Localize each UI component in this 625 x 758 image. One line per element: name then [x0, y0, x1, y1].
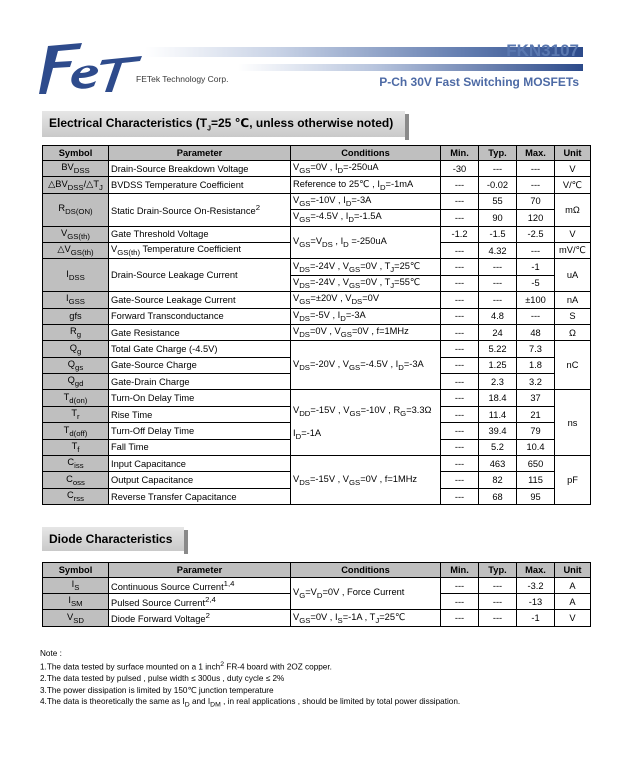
electrical-characteristics-table: [42, 145, 591, 505]
parameter-cell: Turn-On Delay Time: [109, 390, 291, 406]
col-header-unit: Unit: [555, 146, 591, 161]
max-cell: 3.2: [517, 374, 555, 390]
typ-cell: 1.25: [479, 357, 517, 373]
condition-cell: $V_{GS}=0V$ , $I_S=-1A$ , $T_J=25℃$: [291, 610, 441, 626]
symbol-cell: $C_{oss}$: [43, 472, 109, 488]
max-cell: 37: [517, 390, 555, 406]
parameter-cell: Gate Resistance: [109, 324, 291, 340]
table-row: [43, 259, 591, 275]
col-header-max: Max.: [517, 146, 555, 161]
table-row: [43, 610, 591, 626]
table-row: [43, 341, 591, 357]
parameter-cell: Turn-Off Delay Time: [109, 423, 291, 439]
min-cell: ---: [441, 406, 479, 422]
condition-cell: $V_{GS}=-4.5V$ , $I_D=-1.5A$: [291, 210, 441, 226]
min-cell: ---: [441, 594, 479, 610]
electrical-section-title: Electrical Characteristics ($T_J=25$ ℃, unless otherwise noted): [42, 111, 405, 137]
typ-cell: 90: [479, 210, 517, 226]
min-cell: ---: [441, 578, 479, 594]
typ-cell: ---: [479, 578, 517, 594]
min-cell: ---: [441, 390, 479, 406]
symbol-cell: $T_{d(on)}$: [43, 390, 109, 406]
symbol-cell: $\triangle V_{GS(th)}$: [43, 242, 109, 258]
condition-cell: $V_{DS}=-15V$ , $V_{GS}=0V$ , f=1MHz: [291, 456, 441, 505]
col-header-parameter: Parameter: [109, 146, 291, 161]
max-cell: -3.2: [517, 578, 555, 594]
typ-cell: 39.4: [479, 423, 517, 439]
condition-cell: $V_{DS}=0V$ , $V_{GS}=0V$ , f=1MHz: [291, 324, 441, 340]
fetek-logo: [36, 40, 146, 96]
min-cell: ---: [441, 610, 479, 626]
product-subtitle: P-Ch 30V Fast Switching MOSFETs: [379, 75, 579, 89]
parameter-cell: Rise Time: [109, 406, 291, 422]
header-bar-bottom: [238, 64, 583, 71]
symbol-cell: $Q_g$: [43, 341, 109, 357]
parameter-cell: Gate-Source Charge: [109, 357, 291, 373]
parameter-cell: Diode Forward Voltage$^2$: [109, 610, 291, 626]
part-number: FKN3107: [506, 41, 579, 60]
typ-cell: 4.32: [479, 242, 517, 258]
min-cell: ---: [441, 324, 479, 340]
max-cell: 79: [517, 423, 555, 439]
symbol-cell: $I_S$: [43, 578, 109, 594]
typ-cell: 4.8: [479, 308, 517, 324]
symbol-cell: $BV_{DSS}$: [43, 161, 109, 177]
condition-cell: $V_{GS}=V_{DS}$ , $I_D =-250uA$: [291, 226, 441, 259]
symbol-cell: $Q_{gs}$: [43, 357, 109, 373]
unit-cell: pF: [555, 456, 591, 505]
unit-cell: S: [555, 308, 591, 324]
min-cell: ---: [441, 177, 479, 193]
unit-cell: V: [555, 226, 591, 242]
note-2: 2.The data tested by pulsed , pulse width ≤ 300us , duty cycle ≤ 2%: [40, 674, 285, 684]
unit-cell: V/℃: [555, 177, 591, 193]
parameter-cell: Gate-Drain Charge: [109, 374, 291, 390]
typ-cell: ---: [479, 259, 517, 275]
col-header-min: Min.: [441, 146, 479, 161]
typ-cell: ---: [479, 161, 517, 177]
col-header-symbol: Symbol: [43, 146, 109, 161]
parameter-cell: Output Capacitance: [109, 472, 291, 488]
max-cell: -1: [517, 610, 555, 626]
parameter-cell: Static Drain-Source On-Resistance$^2$: [109, 193, 291, 226]
col-header-min: Min.: [441, 563, 479, 578]
note-1: 1.The data tested by surface mounted on a 1 inch$^2$ FR-4 board with 2OZ copper.: [40, 661, 332, 673]
condition-cell: $V_{GS}=-10V$ , $I_D=-3A$: [291, 193, 441, 209]
table-row: [43, 578, 591, 594]
parameter-cell: Reverse Transfer Capacitance: [109, 488, 291, 504]
typ-cell: ---: [479, 275, 517, 291]
max-cell: -5: [517, 275, 555, 291]
typ-cell: 55: [479, 193, 517, 209]
typ-cell: ---: [479, 292, 517, 308]
unit-cell: mV/℃: [555, 242, 591, 258]
symbol-cell: $C_{iss}$: [43, 456, 109, 472]
max-cell: ---: [517, 161, 555, 177]
unit-cell: mΩ: [555, 193, 591, 226]
condition-cell: $V_{DS}=-24V$ , $V_{GS}=0V$ , $T_J=25℃$: [291, 259, 441, 275]
min-cell: ---: [441, 456, 479, 472]
col-header-conditions: Conditions: [291, 146, 441, 161]
max-cell: -13: [517, 594, 555, 610]
col-header-conditions: Conditions: [291, 563, 441, 578]
symbol-cell: $I_{SM}$: [43, 594, 109, 610]
parameter-cell: BVDSS Temperature Coefficient: [109, 177, 291, 193]
diode-section-title: Diode Characteristics: [42, 527, 184, 551]
symbol-cell: $R_{DS(ON)}$: [43, 193, 109, 226]
symbol-cell: $V_{SD}$: [43, 610, 109, 626]
col-header-typ: Typ.: [479, 563, 517, 578]
max-cell: ---: [517, 242, 555, 258]
min-cell: ---: [441, 210, 479, 226]
typ-cell: ---: [479, 610, 517, 626]
min-cell: ---: [441, 292, 479, 308]
max-cell: ---: [517, 308, 555, 324]
max-cell: ±100: [517, 292, 555, 308]
typ-cell: 82: [479, 472, 517, 488]
condition-cell: $V_{DD}=-15V$ , $V_{GS}=-10V$ , $R_G=3.3\Omega$ $I_D=-1A$: [291, 390, 441, 456]
unit-cell: A: [555, 594, 591, 610]
unit-cell: nC: [555, 341, 591, 390]
max-cell: 10.4: [517, 439, 555, 455]
min-cell: ---: [441, 242, 479, 258]
unit-cell: A: [555, 578, 591, 594]
min-cell: ---: [441, 374, 479, 390]
note-3: 3.The power dissipation is limited by 150℃ junction temperature: [40, 685, 274, 695]
unit-cell: ns: [555, 390, 591, 456]
table-row: [43, 308, 591, 324]
max-cell: 1.8: [517, 357, 555, 373]
table-header-row: [43, 146, 591, 161]
typ-cell: 24: [479, 324, 517, 340]
min-cell: -1.2: [441, 226, 479, 242]
max-cell: -2.5: [517, 226, 555, 242]
max-cell: 70: [517, 193, 555, 209]
table-row: [43, 193, 591, 209]
condition-cell: $V_{DS}=-24V$ , $V_{GS}=0V$ , $T_J=55℃$: [291, 275, 441, 291]
table-row: [43, 177, 591, 193]
min-cell: ---: [441, 259, 479, 275]
max-cell: -1: [517, 259, 555, 275]
table-header-row: [43, 563, 591, 578]
max-cell: 115: [517, 472, 555, 488]
min-cell: ---: [441, 193, 479, 209]
symbol-cell: $Q_{gd}$: [43, 374, 109, 390]
table-row: [43, 292, 591, 308]
parameter-cell: Gate Threshold Voltage: [109, 226, 291, 242]
min-cell: -30: [441, 161, 479, 177]
max-cell: 7.3: [517, 341, 555, 357]
col-header-parameter: Parameter: [109, 563, 291, 578]
parameter-cell: Forward Transconductance: [109, 308, 291, 324]
symbol-cell: gfs: [43, 308, 109, 324]
parameter-cell: Continuous Source Current$^{1,4}$: [109, 578, 291, 594]
typ-cell: -1.5: [479, 226, 517, 242]
table-row: [43, 161, 591, 177]
min-cell: ---: [441, 488, 479, 504]
typ-cell: 11.4: [479, 406, 517, 422]
parameter-cell: Fall Time: [109, 439, 291, 455]
symbol-cell: $T_r$: [43, 406, 109, 422]
min-cell: ---: [441, 357, 479, 373]
note-4: 4.The data is theoretically the same as $I_D$ and $I_{DM}$ , in real applications , should be limited by total power dissipation.: [40, 696, 461, 709]
min-cell: ---: [441, 439, 479, 455]
max-cell: 120: [517, 210, 555, 226]
condition-cell: $V_G=V_D=0V$ , Force Current: [291, 578, 441, 610]
max-cell: ---: [517, 177, 555, 193]
table-row: [43, 456, 591, 472]
max-cell: 95: [517, 488, 555, 504]
typ-cell: ---: [479, 594, 517, 610]
min-cell: ---: [441, 423, 479, 439]
condition-cell: $V_{DS}=-20V$ , $V_{GS}=-4.5V$ , $I_D=-3A$: [291, 341, 441, 390]
parameter-cell: $V_{GS(th)}$ Temperature Coefficient: [109, 242, 291, 258]
symbol-cell: $V_{GS(th)}$: [43, 226, 109, 242]
unit-cell: V: [555, 610, 591, 626]
parameter-cell: Gate-Source Leakage Current: [109, 292, 291, 308]
col-header-typ: Typ.: [479, 146, 517, 161]
typ-cell: 18.4: [479, 390, 517, 406]
min-cell: ---: [441, 472, 479, 488]
max-cell: 650: [517, 456, 555, 472]
col-header-unit: Unit: [555, 563, 591, 578]
col-header-max: Max.: [517, 563, 555, 578]
min-cell: ---: [441, 341, 479, 357]
typ-cell: 463: [479, 456, 517, 472]
table-row: [43, 390, 591, 406]
symbol-cell: $C_{rss}$: [43, 488, 109, 504]
parameter-cell: Drain-Source Breakdown Voltage: [109, 161, 291, 177]
company-name: FETek Technology Corp.: [136, 74, 229, 84]
min-cell: ---: [441, 308, 479, 324]
table-row: [43, 226, 591, 242]
parameter-cell: Input Capacitance: [109, 456, 291, 472]
typ-cell: 5.22: [479, 341, 517, 357]
symbol-cell: $\triangle BV_{DSS}/\triangle T_J$: [43, 177, 109, 193]
unit-cell: nA: [555, 292, 591, 308]
diode-characteristics-table: [42, 562, 591, 627]
unit-cell: Ω: [555, 324, 591, 340]
parameter-cell: Pulsed Source Current$^{2,4}$: [109, 594, 291, 610]
symbol-cell: $I_{GSS}$: [43, 292, 109, 308]
unit-cell: V: [555, 161, 591, 177]
unit-cell: uA: [555, 259, 591, 292]
symbol-cell: $T_{d(off)}$: [43, 423, 109, 439]
condition-cell: $V_{GS}=\pm 20V$ , $V_{DS}=0V$: [291, 292, 441, 308]
min-cell: ---: [441, 275, 479, 291]
typ-cell: 5.2: [479, 439, 517, 455]
symbol-cell: $R_g$: [43, 324, 109, 340]
typ-cell: 2.3: [479, 374, 517, 390]
condition-cell: $V_{GS}=0V$ , $I_D=-250uA$: [291, 161, 441, 177]
symbol-cell: $T_f$: [43, 439, 109, 455]
notes-block: [40, 648, 460, 711]
notes-title: Note :: [40, 649, 62, 658]
col-header-symbol: Symbol: [43, 563, 109, 578]
typ-cell: -0.02: [479, 177, 517, 193]
max-cell: 48: [517, 324, 555, 340]
condition-cell: Reference to 25℃ , $I_D=-1mA$: [291, 177, 441, 193]
parameter-cell: Total Gate Charge (-4.5V): [109, 341, 291, 357]
symbol-cell: $I_{DSS}$: [43, 259, 109, 292]
table-row: [43, 324, 591, 340]
typ-cell: 68: [479, 488, 517, 504]
max-cell: 21: [517, 406, 555, 422]
parameter-cell: Drain-Source Leakage Current: [109, 259, 291, 292]
condition-cell: $V_{DS}=-5V$ , $I_D=-3A$: [291, 308, 441, 324]
